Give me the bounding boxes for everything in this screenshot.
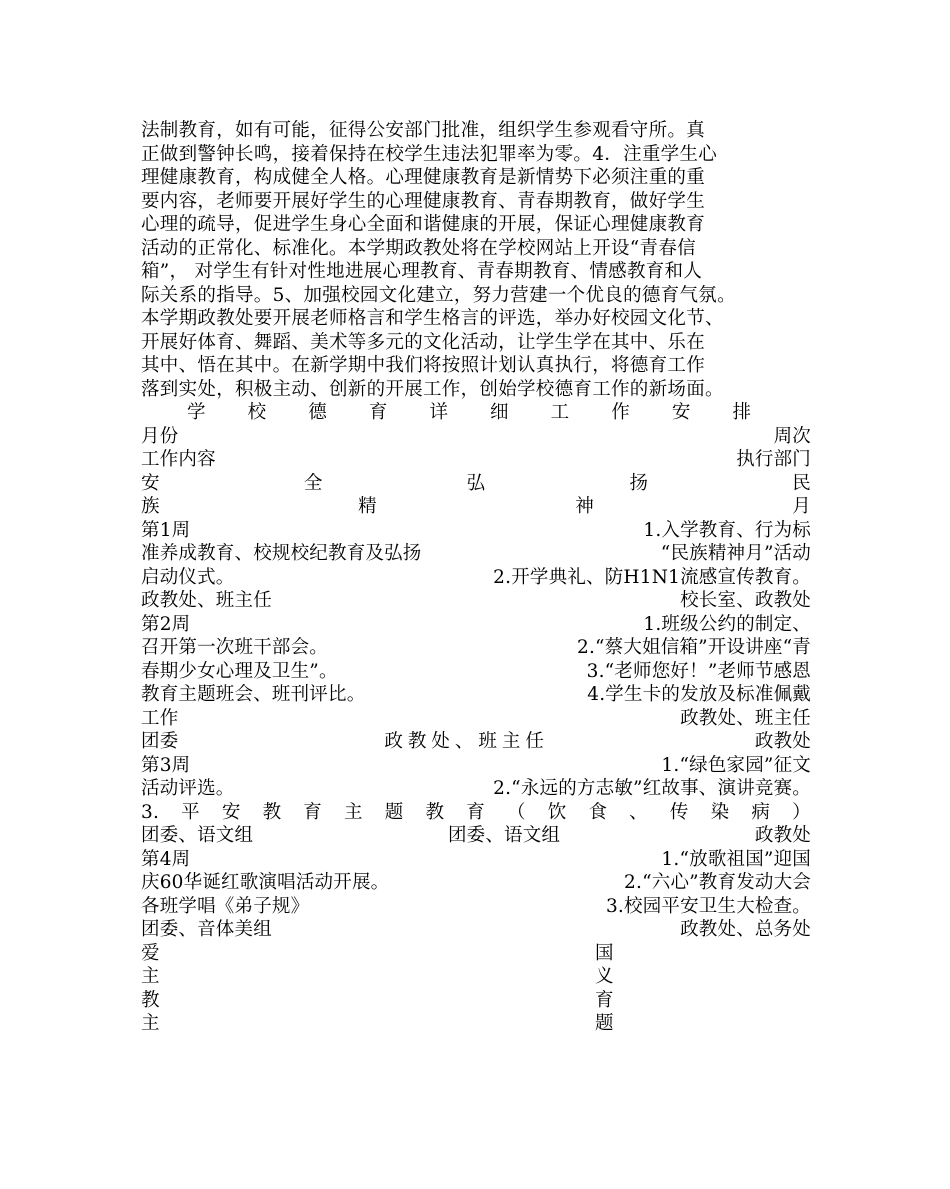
month1-char: 扬 [629,472,649,494]
prose-line: 开展好体育、舞蹈、美术等多元的文化活动，让学生学在其中、乐在 [141,331,706,353]
month2-char: 育 [595,989,614,1011]
week2-dept1: 政教处、班主任 [680,707,811,729]
week4-item2: 2.“六心”教育发动大会 [624,872,811,893]
week3-row-1 [141,754,811,778]
week3-item3-char: ） [792,801,811,823]
week3-label: 第3周 [141,754,191,776]
week1-item2: 2.开学典礼、防H1N1流感宣传教育。 [493,566,811,588]
week3-item3-char: 病 [751,801,771,823]
schedule-title-char: 详 [429,402,448,423]
header-week: 周次 [773,425,811,447]
prose-line: 活动的正常化、标准化。本学期政教处将在学校网站上开设“青春信 [141,237,696,259]
week1-item1b: 准养成教育、校规校纪教育及弘扬 [141,543,422,564]
month2-row [141,942,811,966]
week2-item4a: 4.学生卡的发放及标准佩戴 [587,684,811,705]
month2-char: 爱 [141,942,160,964]
header-month: 月份 [141,425,179,447]
week2-item2b: 春期少女心理及卫生”。 [141,660,338,682]
week3-item3-char: 平 [181,801,200,823]
week3-item3-char: 饮 [547,801,567,823]
week2-label: 第2周 [141,613,191,635]
month1-char: 族 [141,496,160,517]
week1-row-2 [141,542,811,566]
header-row-2 [141,448,811,472]
schedule-title-char: 校 [247,402,267,423]
month1-char: 民 [792,472,811,494]
week3-item1a: 1.“绿色家园”征文 [661,754,811,776]
week3-item3-char: 安 [221,801,241,823]
week1-row-1 [141,519,811,543]
week3-row-3 [141,801,811,825]
week2-row-2 [141,636,811,660]
week3-item2: 2.“永远的方志敏”红故事、演讲竞赛。 [493,778,811,799]
header-content: 工作内容 [141,449,216,470]
week3-item3-char: 、 [629,801,648,823]
week2-row-4 [141,683,811,707]
prose-line: 正做到警钟长鸣，接着保持在校学生违法犯罪率为零。4．注重学生心 [141,143,718,165]
header-dept: 执行部门 [736,449,811,470]
week1-item1c: “民族精神月”活动 [660,543,811,564]
week3-item3-char: 题 [384,801,404,823]
prose-line: 本学期政教处要开展老师格言和学生格言的评选，举办好校园文化节、 [141,308,724,329]
week2-row-3 [141,660,811,684]
week2-item4b: 工作 [141,707,179,729]
month1-char: 安 [141,472,160,494]
week4-item3b: 3.校园平安卫生大检查。 [605,895,811,917]
week3-item1b: 活动评选。 [141,778,235,799]
month2-char: 教 [141,989,160,1011]
month2-row [141,989,811,1013]
week3-item3-char: 育 [303,801,322,823]
week4-row-1 [141,848,811,872]
schedule-title [141,401,811,425]
month2-char: 国 [595,942,614,964]
week3-item3-char: 育 [466,801,485,823]
week1-row-3 [141,566,811,590]
week2-item1a: 1.班级公约的制定、 [643,613,811,635]
month1-char: 弘 [466,472,486,494]
week3-item3-char: 食 [588,801,608,823]
week4-item1b: 庆60华诞红歌演唱活动开展。 [141,872,390,893]
week2-item2a: 2.“蔡大姐信箱”开设讲座“青 [576,637,811,658]
week4-row-3 [141,895,811,919]
prose-paragraph [141,119,811,401]
month1-char: 全 [303,472,323,494]
week3-item3-char: 教 [262,801,282,823]
week4-row-4 [141,918,811,942]
week3-row-2 [141,777,811,801]
month2-row [141,1012,811,1036]
month2-row [141,965,811,989]
prose-line: 要内容，老师要开展好学生的心理健康教育、青春期教育，做好学生 [141,190,706,212]
week1-row-4 [141,589,811,613]
week4-row-2 [141,871,811,895]
month1-char: 精 [358,496,377,517]
month2-block [141,942,811,1036]
prose-line: 际关系的指导。5、加强校园文化建立，努力营建一个优良的德育气氛。 [141,284,736,306]
prose-line: 箱”， 对学生有针对性地进展心理教育、青春期教育、情感教育和人 [141,261,703,282]
week1-dept-right: 校长室、政教处 [680,590,811,611]
schedule-title-char: 细 [490,402,509,423]
week1-item1d: 启动仪式。 [141,566,235,588]
prose-line: 其中、悟在其中。在新学期中我们将按照计划认真执行，将德育工作 [141,355,706,376]
week3-row-4 [141,824,811,848]
schedule-title-char: 育 [368,402,388,423]
week2-item3b: 教育主题班会、班刊评比。 [141,684,366,705]
week3-item3-char: 染 [710,801,730,823]
month2-char: 主 [141,966,160,987]
week4-dept2: 政教处、总务处 [680,919,811,940]
week2-row-6 [141,730,811,754]
schedule-title-char: 安 [671,402,691,423]
week2-dept2: 团委 [141,731,179,752]
month1-char: 神 [575,496,594,517]
schedule-title-char: 学 [187,402,206,423]
week2-dept3: 政教处、班主任 [384,731,549,752]
week4-label: 第4周 [141,848,191,870]
week4-item3a: 各班学唱《弟子规》 [141,895,310,917]
week1-item1a: 1.入学教育、行为标 [643,519,811,541]
week3-item3-char: （ [506,801,526,823]
month1-char: 月 [792,496,811,517]
week3-dept1: 团委、语文组 [141,825,254,846]
week2-dept4: 政教处 [754,731,811,752]
month2-char: 题 [595,1013,614,1034]
week3-item3-char: 主 [344,801,363,823]
week4-dept1: 团委、音体美组 [141,919,272,940]
month2-char: 主 [141,1013,160,1034]
header-row-1 [141,425,811,449]
prose-line: 理健康教育，构成健全人格。心理健康教育是新情势下必须注重的重 [141,167,706,188]
schedule-table [141,425,811,1036]
week3-dept3: 政教处 [754,825,811,846]
week2-row-5 [141,707,811,731]
month2-char: 义 [595,966,614,987]
week3-item3-char: 3. [141,801,160,823]
prose-line: 心理的疏导，促进学生身心全面和谐健康的开展，保证心理健康教育 [141,214,706,235]
week3-item3-char: 教 [425,801,445,823]
prose-line: 法制教育，如有可能，征得公安部门批准，组织学生参观看守所。真 [141,120,706,141]
week1-dept-left: 政教处、班主任 [141,590,272,611]
week2-row-1 [141,613,811,637]
schedule-title-char: 工 [550,402,570,423]
week2-item3a: 3.“老师您好！”老师节感恩 [586,660,811,682]
week1-label: 第1周 [141,519,191,541]
week2-item1b: 召开第一次班干部会。 [141,637,329,658]
month1-row-2 [141,495,811,519]
week3-item3-char: 传 [669,801,689,823]
document-page [141,119,811,1036]
schedule-title-char: 德 [308,402,327,423]
month1-row-1 [141,472,811,496]
week4-item1a: 1.“放歌祖国”迎国 [661,848,811,870]
schedule-title-char: 作 [611,402,630,423]
schedule-title-char: 排 [732,402,751,423]
prose-line: 落到实处，积极主动、创新的开展工作，创始学校德育工作的新场面。 [141,378,724,400]
week3-dept2: 团委、语文组 [447,825,561,846]
